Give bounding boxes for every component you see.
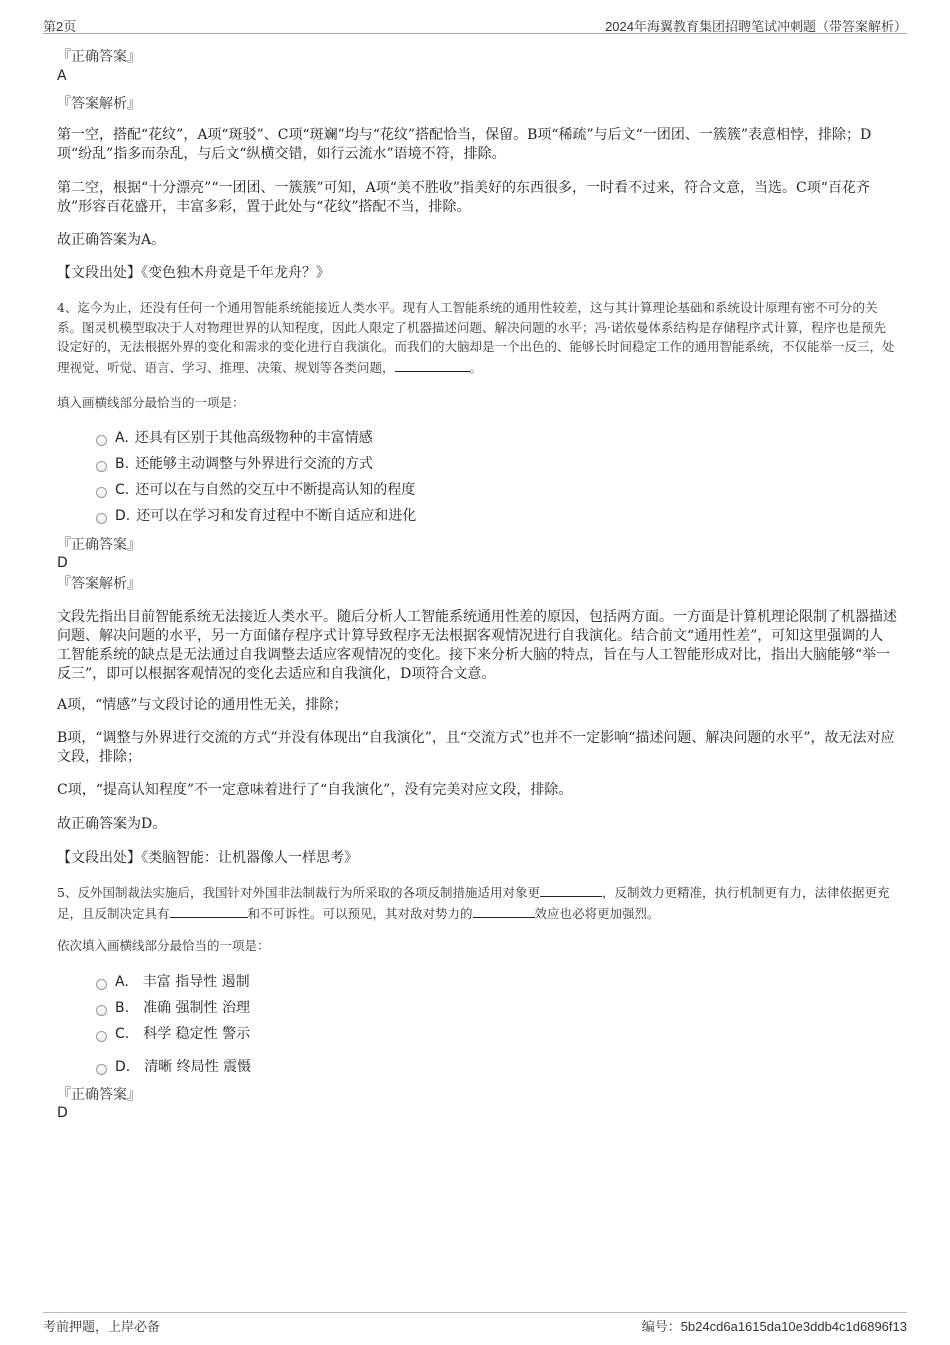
correct-answer: D [57,1105,68,1121]
fill-blank-2 [170,903,248,918]
radio-icon[interactable] [96,1031,107,1042]
option-d[interactable]: D. 还可以在学习和发育过程中不断自适应和进化 [96,506,416,526]
page-header [43,14,907,34]
question-5-stem: 5、反外国制裁法实施后，我国针对外国非法制裁行为所采取的各项反制措施适用对象更 ，反制效力更精准，执行机制更有力，法律依据更充足，且反制决定具有 和不可诉性。可以预见，其对敌对势力的 效应也必将更加强烈。 [57,882,897,923]
analysis-paragraph: 文段先指出目前智能系统无法接近人类水平。随后分析人工智能系统通用性差的原因，包括两方面。一方面是计算机理论限制了机器描述问题、解决问题的水平，另一方面储存程序式计算导致程序无法根据客观情况进行自我演化。结合前文“通用性差”，可知这里强调的人工智能系统的缺点是无法通过自我调整去适应客观情况的变化。接下来分析大脑的特点，旨在与人工智能形成对比，指出大脑能够“举一反三”，即可以根据客观情况的变化去适应和自我演化，D项符合文意。 [57,609,897,682]
fill-blank-3 [473,903,535,918]
option-a[interactable]: A. 丰富 指导性 遏制 [96,972,250,992]
page-footer [43,1312,907,1334]
source-label: 【文段出处】 [57,850,141,866]
source-citation [57,848,897,868]
radio-icon[interactable] [96,979,107,990]
question-prompt: 依次填入画横线部分最恰当的一项是： [57,938,270,953]
correct-answer: D [57,555,68,571]
radio-icon[interactable] [96,487,107,498]
analysis-conclusion: 故正确答案为D。 [57,816,167,832]
source-title: 《变色独木舟竟是千年龙舟？》 [141,265,330,281]
analysis-paragraph: C项，“提高认知程度”不一定意味着进行了“自我演化”，没有完美对应文段，排除。 [57,782,573,798]
source-title: 《类脑智能：让机器像人一样思考》 [141,850,358,866]
analysis-label: 『答案解析』 [57,576,141,592]
option-b[interactable]: B. 还能够主动调整与外界进行交流的方式 [96,454,373,474]
correct-answer-label: 『正确答案』 [57,49,141,65]
fill-blank [395,357,470,372]
option-c[interactable]: C. 科学 稳定性 警示 [96,1024,250,1044]
question-4-stem: 4、迄今为止，还没有任何一个通用智能系统能接近人类水平。现有人工智能系统的通用性较差，这与其计算理论基础和系统设计原理有密不可分的关系。图灵机模型取决于人对物理世界的认知程度，因此人限定了机器描述问题、解决问题的水平；冯·诺依曼体系结构是存储程序式计算，程序也是预先设定好的，无法根据外界的变化和需求的变化进行自我演化。而我们的大脑却是一个出色的、能够长时间稳定工作的通用智能系统，不仅能举一反三，处理视觉、听觉、语言、学习、推理、决策、规划等各类问题， 。 [57,300,895,375]
page-number: 第2页 [43,19,77,34]
analysis-paragraph: 第二空，根据“十分漂亮”“一团团、一簇簇”可知，A项“美不胜收”指美好的东西很多，一时看不过来，符合文意，当选。C项“百花齐放”形容百花盛开，丰富多彩，置于此处与“花纹”搭配不当，排除。 [57,180,870,215]
question-prompt: 填入画横线部分最恰当的一项是： [57,395,245,410]
correct-answer: A [57,68,67,84]
correct-answer-label: 『正确答案』 [57,1087,141,1103]
radio-icon[interactable] [96,435,107,446]
document-title: 2024年海翼教育集团招聘笔试冲刺题（带答案解析） [605,19,907,34]
source-citation [57,263,897,283]
option-d[interactable]: D. 清晰 终局性 震慑 [96,1057,251,1077]
analysis-label: 『答案解析』 [57,96,141,112]
footer-slogan: 考前押题，上岸必备 [43,1319,161,1334]
document-code: 编号：5b24cd6a1615da10e3ddb4c1d6896f13 [641,1319,907,1334]
radio-icon[interactable] [96,1064,107,1075]
analysis-conclusion: 故正确答案为A。 [57,232,166,248]
correct-answer-label: 『正确答案』 [57,537,141,553]
analysis-paragraph: A项，“情感”与文段讨论的通用性无关，排除； [57,697,348,713]
analysis-paragraph: 第一空，搭配“花纹”，A项“斑驳”、C项“斑斓”均与“花纹”搭配恰当，保留。B项“稀疏”与后文“一团团、一簇簇”表意相悖，排除；D项“纷乱”指多而杂乱，与后文“纵横交错，如行云流水”语境不符，排除。 [57,127,872,162]
source-label: 【文段出处】 [57,265,141,281]
option-c[interactable]: C. 还可以在与自然的交互中不断提高认知的程度 [96,480,415,500]
option-a[interactable]: A. 还具有区别于其他高级物种的丰富情感 [96,428,373,448]
radio-icon[interactable] [96,513,107,524]
analysis-paragraph: B项，“调整与外界进行交流的方式”并没有体现出“自我演化”，且“交流方式”也并不一定影响“描述问题、解决问题的水平”，故无法对应文段，排除； [57,730,895,765]
radio-icon[interactable] [96,461,107,472]
fill-blank-1 [540,882,602,897]
radio-icon[interactable] [96,1005,107,1016]
option-b[interactable]: B. 准确 强制性 治理 [96,998,250,1018]
